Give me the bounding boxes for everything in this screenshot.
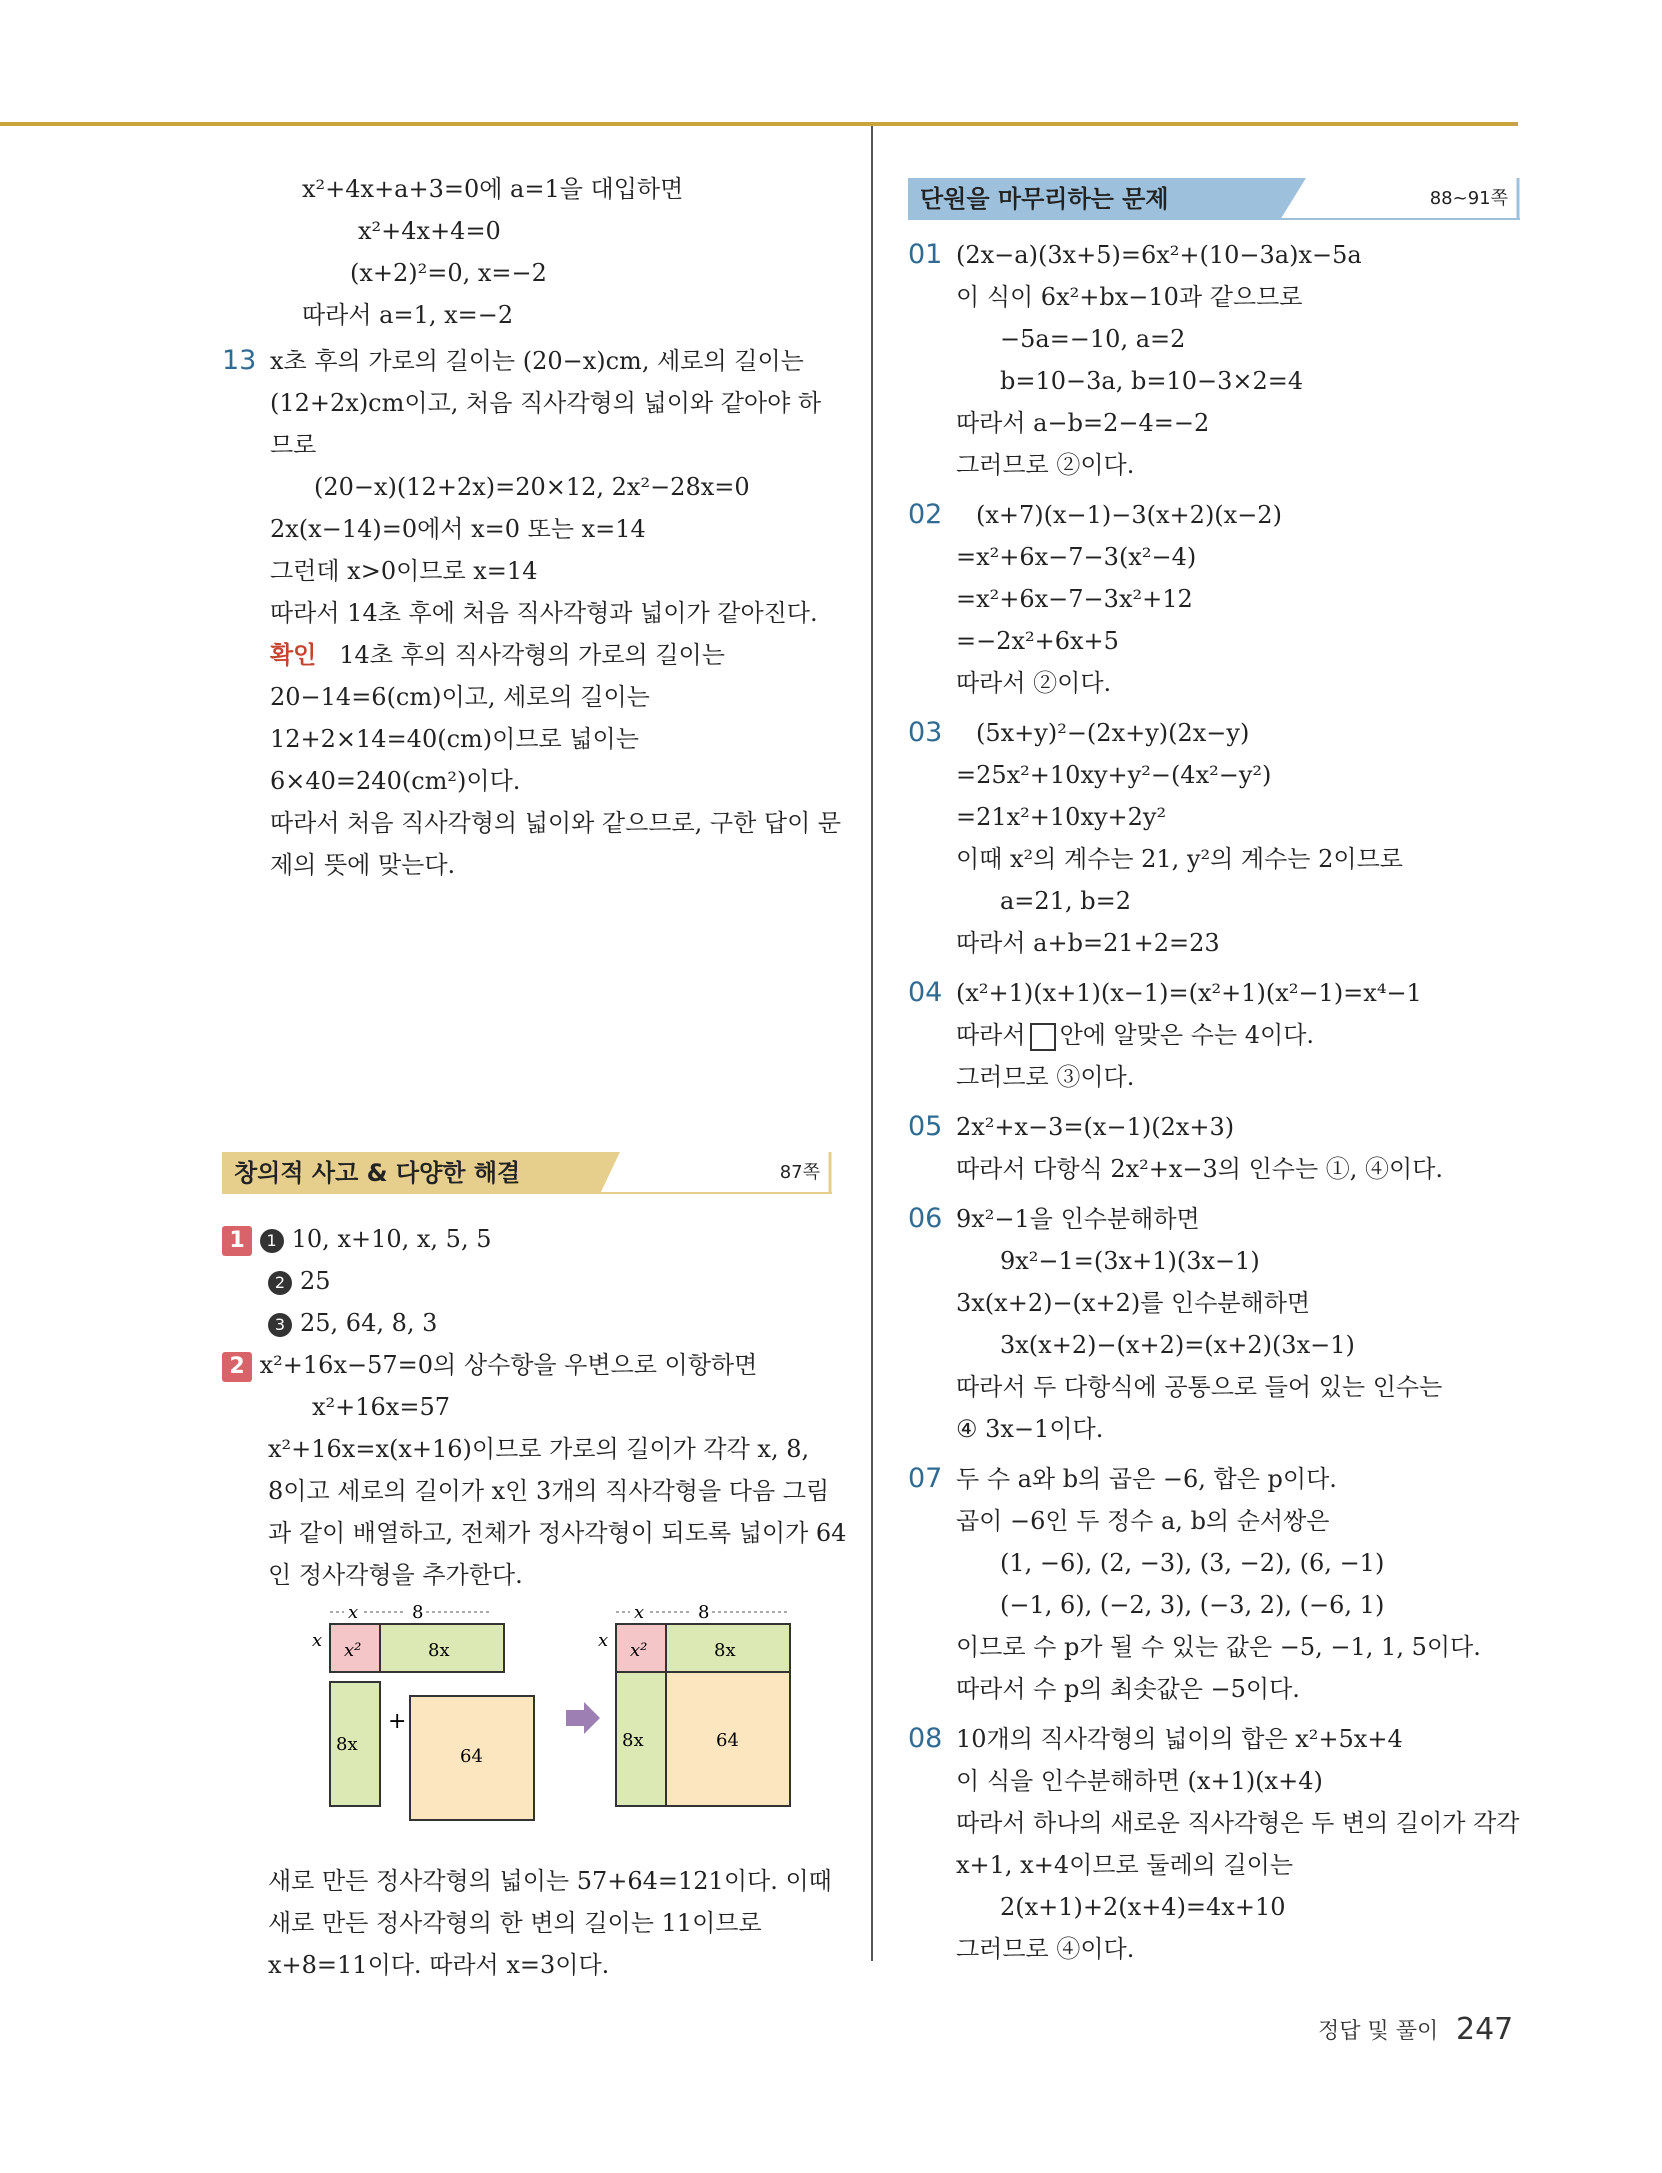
intro-line: 따라서 a=1, x=−2 [302, 301, 514, 329]
solution-line: 곱이 −6인 두 정수 a, b의 순서쌍은 [956, 1507, 1330, 1535]
confirm-line: 따라서 처음 직사각형의 넓이와 같으므로, 구한 답이 문 [270, 809, 842, 837]
problem-07 [908, 1458, 1520, 1710]
dim-label-x-side: x [312, 1630, 323, 1651]
circled-number: 1 [260, 1229, 284, 1253]
dim-label-x-top: x [634, 1602, 645, 1623]
solution-line: 따라서 수 p의 최솟값은 −5이다. [956, 1675, 1300, 1703]
solution-line: x²+16x=57 [312, 1393, 450, 1421]
confirm-text: 14초 후의 직사각형의 가로의 길이는 [339, 641, 725, 669]
answer-text: 25 [300, 1267, 331, 1295]
top-rule [0, 122, 1518, 126]
problem-number: 01 [908, 239, 943, 270]
solution-line: (1, −6), (2, −3), (3, −2), (6, −1) [1000, 1549, 1385, 1577]
right-column [908, 178, 1520, 1978]
left-column [222, 168, 847, 1979]
solution-line: 9x²−1을 인수분해하면 [956, 1205, 1200, 1233]
confirm-line [270, 634, 832, 676]
solution-line: 10개의 직사각형의 넓이의 합은 x²+5x+4 [956, 1725, 1403, 1753]
solution-text: 안에 알맞은 수는 4이다. [1059, 1021, 1315, 1049]
solution-line: x²+16x=x(x+16)이므로 가로의 길이가 각각 x, 8, [268, 1435, 810, 1463]
arrow-icon [566, 1702, 600, 1734]
dim-label-x-side: x [598, 1630, 609, 1651]
solution-line: 8이고 세로의 길이가 x인 3개의 직사각형을 다음 그림 [268, 1477, 830, 1505]
problem-04 [908, 972, 1520, 1098]
solution-line: 따라서 하나의 새로운 직사각형은 두 변의 길이가 각각 [956, 1809, 1520, 1837]
confirm-line: 6×40=240(cm²)이다. [270, 767, 521, 795]
solution-line: x+8=11이다. 따라서 x=3이다. [268, 1951, 610, 1979]
solution-line: 이 식이 6x²+bx−10과 같으므로 [956, 283, 1303, 311]
solution-line: x+1, x+4이므로 둘레의 길이는 [956, 1851, 1293, 1879]
label-8x-top: 8x [714, 1640, 736, 1661]
problem-number: 06 [908, 1203, 943, 1234]
solution-line: 그러므로 ③이다. [956, 1063, 1135, 1091]
solution-line: 따라서 14초 후에 처음 직사각형과 넓이가 같아진다. [270, 599, 818, 627]
solution-line: 새로 만든 정사각형의 넓이는 57+64=121이다. 이때 [268, 1867, 832, 1895]
section-title: 창의적 사고 & 다양한 해결 [234, 1159, 521, 1187]
section-pages: 88~91쪽 [1429, 188, 1508, 209]
problem-number: 03 [908, 717, 943, 748]
intro-block [222, 168, 832, 336]
solution-line [222, 1344, 832, 1386]
intro-line: x²+4x+a+3=0에 a=1을 대입하면 [302, 175, 684, 203]
dim-label-x-top: x [348, 1602, 359, 1623]
column-divider [871, 126, 873, 1961]
label-8x-left: 8x [336, 1734, 358, 1755]
section-header [222, 1152, 832, 1194]
solution-line: x초 후의 가로의 길이는 (20−x)cm, 세로의 길이는 [270, 347, 804, 375]
problem-08 [908, 1718, 1520, 1970]
solution-line: a=21, b=2 [1000, 887, 1131, 915]
intro-line: x²+4x+4=0 [358, 217, 501, 245]
solution-line: −5a=−10, a=2 [1000, 325, 1186, 353]
solution-line: (x²+1)(x+1)(x−1)=(x²+1)(x²−1)=x⁴−1 [956, 979, 1422, 1007]
solution-text: x²+16x−57=0의 상수항을 우변으로 이항하면 [259, 1351, 758, 1379]
problem-13 [222, 340, 842, 886]
solution-line: b=10−3a, b=10−3×2=4 [1000, 367, 1304, 395]
solution-line: 이므로 수 p가 될 수 있는 값은 −5, −1, 1, 5이다. [956, 1633, 1481, 1661]
solution-line: 따라서 a+b=21+2=23 [956, 929, 1220, 957]
problem-badge: 1 [222, 1226, 252, 1256]
solution-line: =−2x²+6x+5 [956, 627, 1119, 655]
answer-text: 10, x+10, x, 5, 5 [291, 1225, 492, 1253]
solution-line: (5x+y)²−(2x+y)(2x−y) [976, 719, 1250, 747]
solution-line: ④ 3x−1이다. [956, 1415, 1104, 1443]
solution-line: 따라서 다항식 2x²+x−3의 인수는 ①, ④이다. [956, 1155, 1444, 1183]
solution-line [956, 1014, 1520, 1056]
problem-number: 13 [222, 345, 257, 376]
solution-line: 그러므로 ④이다. [956, 1935, 1135, 1963]
page-number: 247 [1456, 2012, 1514, 2047]
solution-line: (−1, 6), (−2, 3), (−3, 2), (−6, 1) [1000, 1591, 1385, 1619]
solution-line: 인 정사각형을 추가한다. [268, 1561, 523, 1589]
solution-line: 새로 만든 정사각형의 한 변의 길이는 11이므로 [268, 1909, 762, 1937]
solution-line: 따라서 ②이다. [956, 669, 1112, 697]
solution-line: 따라서 a−b=2−4=−2 [956, 409, 1210, 437]
solution-line: 이 식을 인수분해하면 (x+1)(x+4) [956, 1767, 1323, 1795]
intro-line: (x+2)²=0, x=−2 [350, 259, 547, 287]
problem-05 [908, 1106, 1520, 1190]
solution-line: 2x²+x−3=(x−1)(2x+3) [956, 1113, 1235, 1141]
section-header [908, 178, 1520, 220]
answer-text: 25, 64, 8, 3 [300, 1309, 438, 1337]
solution-line: 2(x+1)+2(x+4)=4x+10 [1000, 1893, 1286, 1921]
answer-line [222, 1260, 832, 1302]
confirm-line: 20−14=6(cm)이고, 세로의 길이는 [270, 683, 650, 711]
solution-line: 9x²−1=(3x+1)(3x−1) [1000, 1247, 1260, 1275]
label-64-left: 64 [460, 1746, 483, 1767]
dim-label-8-top: 8 [698, 1602, 710, 1623]
solution-line: (2x−a)(3x+5)=6x²+(10−3a)x−5a [956, 241, 1362, 269]
label-x2: x² [344, 1640, 362, 1661]
dim-label-8-top: 8 [412, 1602, 424, 1623]
solution-line: (12+2x)cm이고, 처음 직사각형의 넓이와 같아야 하 [270, 389, 822, 417]
label-x2: x² [630, 1640, 648, 1661]
problem-1 [222, 1218, 832, 1344]
solution-line: 이때 x²의 계수는 21, y²의 계수는 2이므로 [956, 845, 1403, 873]
problem-number: 07 [908, 1463, 943, 1494]
answer-line [222, 1302, 832, 1344]
solution-line: (20−x)(12+2x)=20×12, 2x²−28x=0 [314, 473, 750, 501]
problem-01 [908, 234, 1520, 486]
confirm-label: 확인 [270, 641, 317, 669]
footer-label: 정답 및 풀이 [1318, 2019, 1439, 2044]
confirm-line: 12+2×14=40(cm)이므로 넓이는 [270, 725, 639, 753]
answer-line [222, 1218, 832, 1260]
circled-number: 3 [268, 1313, 292, 1337]
solution-line: (x+7)(x−1)−3(x+2)(x−2) [976, 501, 1282, 529]
creative-section [222, 1152, 847, 1986]
solution-line: =25x²+10xy+y²−(4x²−y²) [956, 761, 1272, 789]
solution-text: 따라서 [956, 1021, 1026, 1049]
section-title: 단원을 마무리하는 문제 [920, 185, 1169, 213]
solution-line: =x²+6x−7−3(x²−4) [956, 543, 1197, 571]
solution-line: 따라서 두 다항식에 공통으로 들어 있는 인수는 [956, 1373, 1443, 1401]
blank-box-icon [1030, 1023, 1056, 1051]
solution-line: 므로 [270, 431, 317, 459]
confirm-line: 제의 뜻에 맞는다. [270, 851, 456, 879]
problem-list [908, 234, 1520, 1970]
solution-line: 2x(x−14)=0에서 x=0 또는 x=14 [270, 515, 646, 543]
label-64-right: 64 [716, 1730, 739, 1751]
section-pages: 87쪽 [779, 1162, 820, 1183]
problem-number: 02 [908, 499, 943, 530]
problem-02 [908, 494, 1520, 704]
solution-line: 3x(x+2)−(x+2)를 인수분해하면 [956, 1289, 1311, 1317]
problem-number: 04 [908, 977, 943, 1008]
area-diagram-svg [268, 1602, 828, 1852]
solution-line: 그런데 x>0이므로 x=14 [270, 557, 538, 585]
solution-line: 두 수 a와 b의 곱은 −6, 합은 p이다. [956, 1465, 1337, 1493]
area-diagram [268, 1602, 832, 1852]
problem-number: 08 [908, 1723, 943, 1754]
problem-badge: 2 [222, 1352, 252, 1382]
label-8x-top: 8x [428, 1640, 450, 1661]
label-8x-left: 8x [622, 1730, 644, 1751]
solution-line: 과 같이 배열하고, 전체가 정사각형이 되도록 넓이가 64 [268, 1519, 847, 1547]
circled-number: 2 [268, 1271, 292, 1295]
solution-line: =x²+6x−7−3x²+12 [956, 585, 1193, 613]
problem-2 [222, 1344, 847, 1986]
solution-line: 3x(x+2)−(x+2)=(x+2)(3x−1) [1000, 1331, 1355, 1359]
problem-number: 05 [908, 1111, 943, 1142]
problem-03 [908, 712, 1520, 964]
solution-line: 그러므로 ②이다. [956, 451, 1135, 479]
problem-06 [908, 1198, 1520, 1450]
solution-paragraph [222, 1428, 847, 1986]
plus-sign: + [388, 1709, 407, 1734]
solution-line: =21x²+10xy+2y² [956, 803, 1167, 831]
